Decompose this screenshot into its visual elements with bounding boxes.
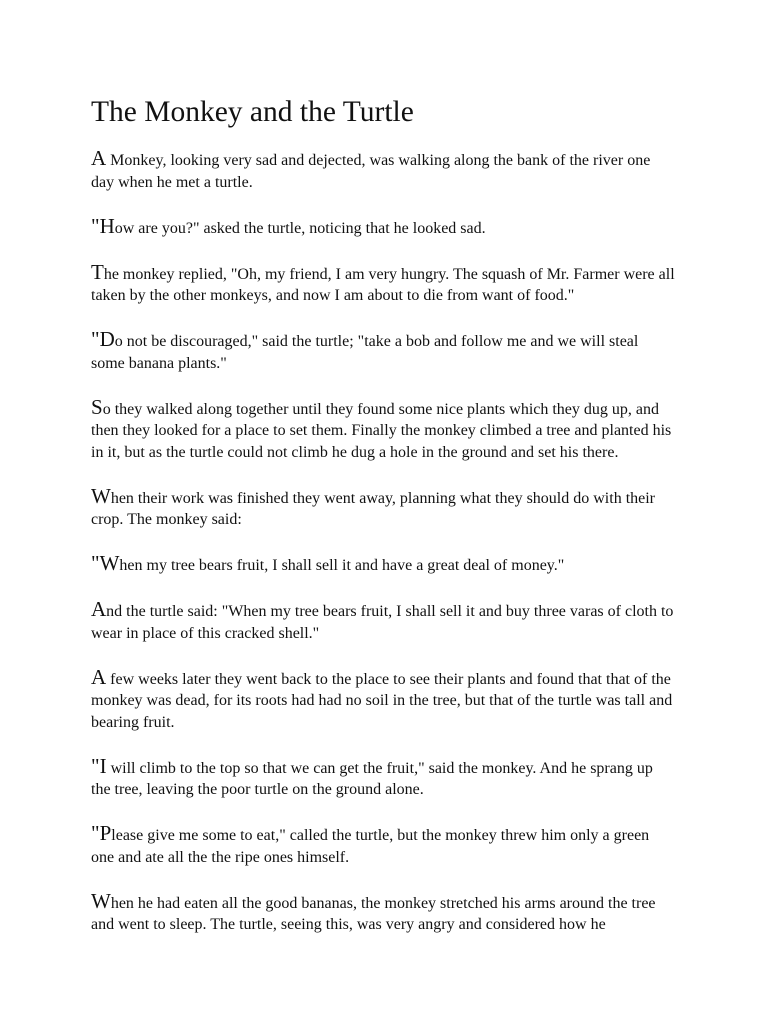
paragraph-text: Monkey, looking very sad and dejected, was walking along the bank of the river one day when he met a turtle. [91,152,651,191]
paragraph-text: will climb to the top so that we can get the fruit," said the monkey. And he sprang up the tree, leaving the poor turtle on the ground alone. [91,759,653,798]
paragraph-text: hen he had eaten all the good bananas, the monkey stretched his arms around the tree and went to sleep. The turtle, seeing this, was very angry and considered how he [91,894,656,933]
document-page [91,93,676,958]
paragraph-initial: A [91,146,107,170]
story-paragraph [91,148,676,193]
story-paragraph [91,664,676,734]
story-paragraph [91,394,676,464]
paragraph-initial: A [91,664,107,689]
paragraph-initial: "H [91,213,115,238]
story-paragraph [91,823,676,868]
story-paragraph [91,329,676,374]
paragraph-initial: "I [91,753,107,778]
story-paragraph [91,259,676,307]
paragraph-initial: W [91,888,111,913]
paragraph-initial: W [91,483,111,508]
paragraph-initial: A [91,597,107,621]
story-paragraph [91,553,676,577]
paragraph-initial: "W [91,551,120,575]
paragraph-text: o they walked along together until they found some nice plants which they dug up, and then they looked for a place to set them. Finally the monkey climbed a tree and planted his in it, but as the turtle could not climb he dug a hole in the ground and set his there. [91,400,672,461]
paragraph-text: hen my tree bears fruit, I shall sell it and have a great deal of money." [119,557,565,574]
paragraph-initial: "P [91,821,112,845]
paragraph-text: hen their work was finished they went away, planning what they should do with their crop. The monkey said: [91,489,656,528]
paragraph-text: lease give me some to eat," called the turtle, but the monkey threw him only a green one and ate all the the ripe ones himself. [91,827,650,866]
story-title: The Monkey and the Turtle [91,96,414,128]
story-body [91,148,676,936]
paragraph-text: few weeks later they went back to the place to see their plants and found that that of the monkey was dead, for its roots had had no soil in the tree, but that of the turtle was tall and bearing fruit. [91,670,673,731]
paragraph-text: he monkey replied, "Oh, my friend, I am very hungry. The squash of Mr. Farmer were all taken by the other monkeys, and now I am about to die from want of food." [91,265,675,304]
paragraph-initial: T [91,259,104,284]
paragraph-initial: S [91,394,103,419]
paragraph-text: o not be discouraged," said the turtle; "take a bob and follow me and we will steal some banana plants." [91,333,639,372]
paragraph-text: ow are you?" asked the turtle, noticing that he looked sad. [114,219,486,237]
story-paragraph [91,599,676,644]
story-paragraph [91,483,676,531]
story-paragraph [91,753,676,801]
story-paragraph [91,888,676,936]
paragraph-text: nd the turtle said: "When my tree bears fruit, I shall sell it and buy three varas of cloth to wear in place of this cracked shell." [91,603,674,642]
story-paragraph [91,213,676,240]
paragraph-initial: "D [91,327,115,351]
